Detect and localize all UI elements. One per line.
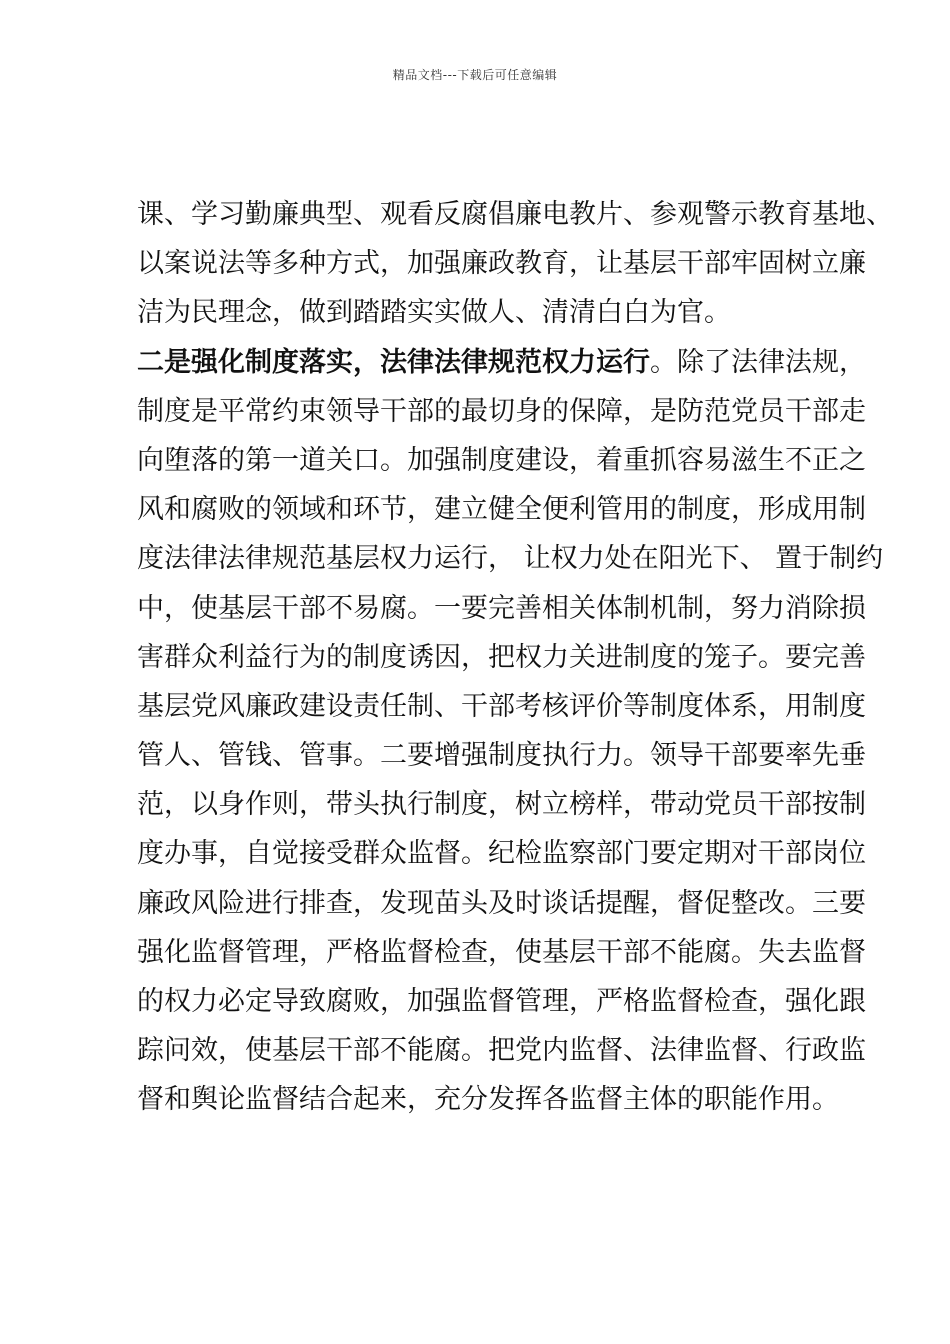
paragraph-line: 制度是平常约束领导干部的最切身的保障，是防范党员干部走 bbox=[137, 395, 866, 427]
paragraph-line: 害群众利益行为的制度诱因，把权力关进制度的笼子。要完善 bbox=[137, 641, 866, 673]
paragraph-line: 洁为民理念，做到踏踏实实做人、清清白白为官。 bbox=[137, 297, 731, 329]
paragraph-line: 督和舆论监督结合起来，充分发挥各监督主体的职能作用。 bbox=[137, 1084, 839, 1116]
paragraph-line: 向堕落的第一道关口。加强制度建设，着重抓容易滋生不正之 bbox=[137, 444, 866, 476]
section-heading-line bbox=[137, 338, 866, 387]
section-heading-bold: 二是强化制度落实，法律法律规范权力运行 bbox=[137, 346, 650, 378]
paragraph-line: 范，以身作则，带头执行制度，树立榜样，带动党员干部按制 bbox=[137, 789, 866, 821]
document-body bbox=[137, 190, 893, 1125]
section-heading-rest: 。除了法律法规， bbox=[650, 346, 866, 378]
paragraph-line: 基层党风廉政建设责任制、干部考核评价等制度体系，用制度 bbox=[137, 690, 866, 722]
paragraph-line: 踪问效，使基层干部不能腐。把党内监督、法律监督、行政监 bbox=[137, 1035, 866, 1067]
paragraph-line: 中，使基层干部不易腐。一要完善相关体制机制，努力消除损 bbox=[137, 592, 866, 624]
paragraph-line: 廉政风险进行排查，发现苗头及时谈话提醒，督促整改。三要 bbox=[137, 887, 866, 919]
paragraph-line: 风和腐败的领域和环节，建立健全便利管用的制度，形成用制 bbox=[137, 494, 866, 526]
paragraph-line: 度办事，自觉接受群众监督。纪检监察部门要定期对干部岗位 bbox=[137, 838, 866, 870]
paragraph-line: 管人、管钱、管事。二要增强制度执行力。领导干部要率先垂 bbox=[137, 740, 866, 772]
paragraph-line: 以案说法等多种方式，加强廉政教育，让基层干部牢固树立廉 bbox=[137, 248, 866, 280]
page-header: 精品文档---下载后可任意编辑 bbox=[392, 68, 558, 82]
paragraph-line: 课、学习勤廉典型、观看反腐倡廉电教片、参观警示教育基地、 bbox=[137, 199, 893, 230]
paragraph-line: 的权力必定导致腐败，加强监督管理，严格监督检查，强化跟 bbox=[137, 986, 866, 1017]
paragraph-line: 度法律法律规范基层权力运行， 让权力处在阳光下、 置于制约 bbox=[137, 543, 884, 575]
paragraph-line: 强化监督管理，严格监督检查，使基层干部不能腐。失去监督 bbox=[137, 936, 866, 968]
